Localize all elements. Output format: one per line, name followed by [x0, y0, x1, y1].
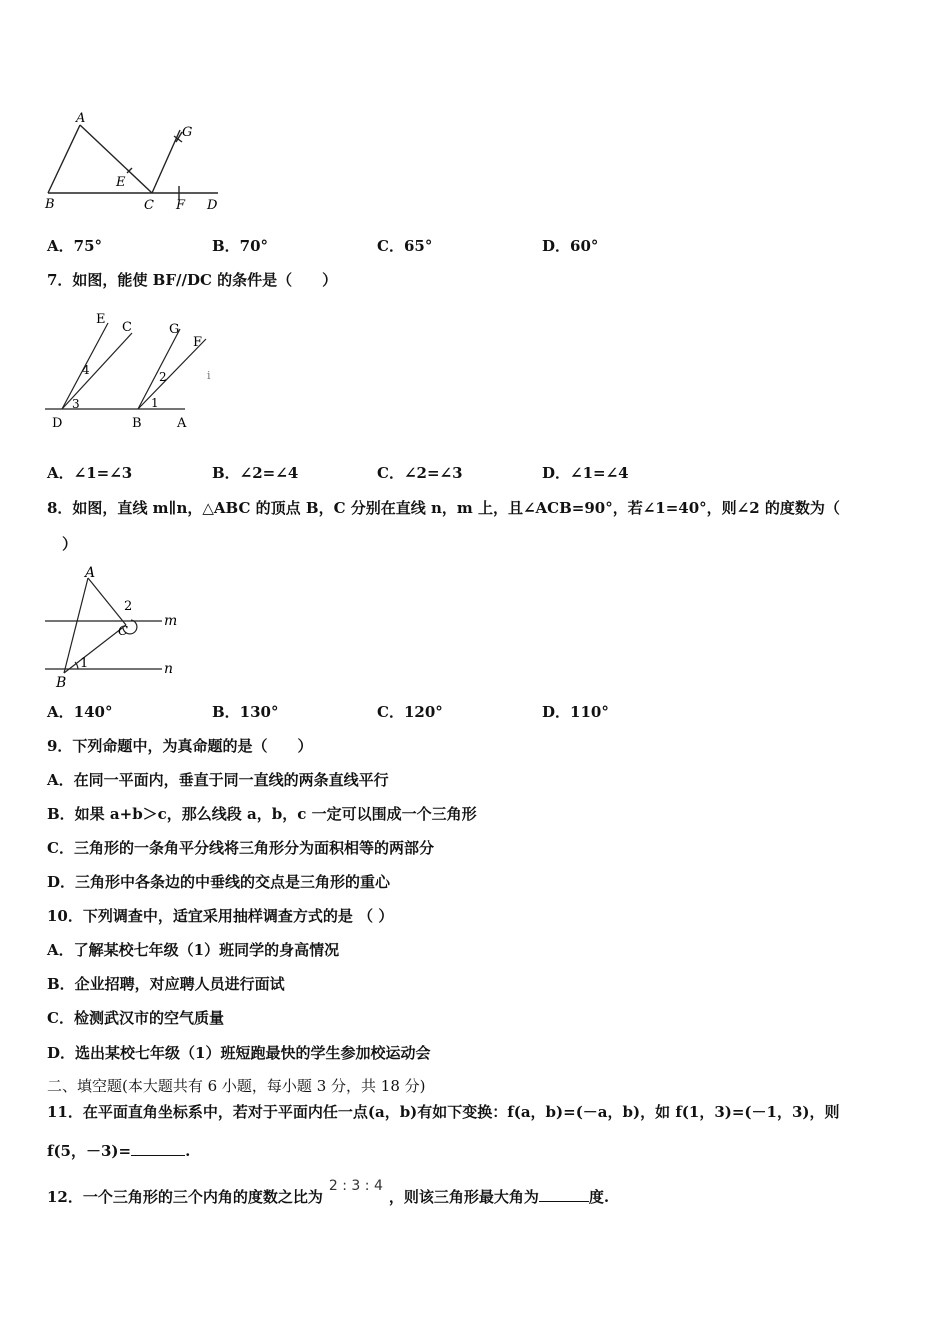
- q6-option-a: A．75°: [47, 237, 103, 255]
- figure-q6: [40, 108, 230, 218]
- fig7-label-e: E: [96, 312, 106, 327]
- q10-option-a: A．了解某校七年级（1）班同学的身高情况: [47, 941, 340, 959]
- fig7-label-d: D: [52, 416, 63, 431]
- q7-option-c: C．∠2=∠3: [377, 464, 463, 482]
- fig7-label-f: F: [193, 335, 203, 350]
- fig7-angle-2: 2: [159, 370, 167, 384]
- q11-line2: [47, 1140, 190, 1161]
- fig7-label-c: C: [122, 320, 132, 335]
- fig8-label-m: m: [164, 613, 178, 629]
- q10-option-d: D．选出某校七年级（1）班短跑最快的学生参加校运动会: [47, 1044, 431, 1062]
- q9-option-d: D．三角形中各条边的中垂线的交点是三角形的重心: [47, 873, 391, 891]
- fig8-angle-2: 2: [124, 599, 133, 614]
- q8-option-b: B．130°: [212, 703, 279, 721]
- section-heading-fill-in: 二、填空题(本大题共有 6 小题，每小题 3 分，共 18 分): [47, 1077, 426, 1095]
- fig7-angle-3: 3: [72, 397, 80, 411]
- fig8-angle-1: 1: [80, 656, 89, 671]
- q10-option-c: C．检测武汉市的空气质量: [47, 1009, 224, 1027]
- q12-answer-blank[interactable]: [539, 1186, 589, 1202]
- q8-option-c: C．120°: [377, 703, 443, 721]
- q12-ratio: 2 : 3 : 4: [328, 1178, 383, 1194]
- q9-stem: 9．下列命题中，为真命题的是（ ）: [47, 737, 313, 755]
- figure-q7: [40, 306, 230, 436]
- q12-prefix: 12．一个三角形的三个内角的度数之比为: [47, 1188, 323, 1206]
- fig7-label-b: B: [132, 416, 142, 431]
- fig6-label-d: D: [207, 198, 218, 213]
- q12-suffix: 度.: [588, 1188, 610, 1206]
- fig7-angle-1: 1: [151, 396, 159, 410]
- q12-line: [47, 1178, 610, 1208]
- q10-stem: 10．下列调查中，适宜采用抽样调查方式的是 （ ）: [47, 907, 394, 925]
- q9-option-b: B．如果 a+b＞c，那么线段 a，b，c 一定可以围成一个三角形: [47, 805, 477, 823]
- q11-period: .: [185, 1142, 191, 1160]
- fig7-angle-4: 4: [82, 363, 90, 377]
- q6-option-b: B．70°: [212, 237, 269, 255]
- q12-middle: ，则该三角形最大角为: [388, 1188, 539, 1206]
- fig8-label-n: n: [164, 661, 174, 677]
- q10-option-b: B．企业招聘，对应聘人员进行面试: [47, 975, 285, 993]
- fig6-label-a: A: [76, 111, 86, 126]
- fig8-label-a: A: [85, 565, 96, 581]
- q9-option-a: A．在同一平面内，垂直于同一直线的两条直线平行: [47, 771, 389, 789]
- q8-option-d: D．110°: [542, 703, 609, 721]
- q11-answer-blank[interactable]: [131, 1140, 185, 1156]
- q6-option-d: D．60°: [542, 237, 599, 255]
- fig6-label-f: F: [176, 198, 186, 213]
- fig7-label-g: G: [169, 322, 180, 337]
- fig8-label-c: C: [118, 624, 128, 639]
- fig6-label-b: B: [45, 197, 55, 212]
- q7-option-a: A．∠1=∠3: [47, 464, 133, 482]
- q7-option-b: B．∠2=∠4: [212, 464, 299, 482]
- fig6-label-g: G: [182, 125, 193, 140]
- fig6-label-c: C: [144, 198, 154, 213]
- q8-option-a: A．140°: [47, 703, 113, 721]
- q11-expression: f(5，－3)=: [47, 1142, 132, 1160]
- fig8-label-b: B: [56, 675, 67, 691]
- q11-line1: 11．在平面直角坐标系中，若对于平面内任一点(a，b)有如下变换：f(a，b)=(－a，b)，如 f(1，3)=(－1，3)，则: [47, 1103, 840, 1121]
- fig7-label-a: A: [177, 416, 187, 431]
- q6-option-c: C．65°: [377, 237, 433, 255]
- figure-q8: [40, 563, 190, 691]
- q8-stem-line2: ）: [62, 535, 78, 553]
- q8-stem-line1: 8．如图，直线 m∥n，△ABC 的顶点 B，C 分别在直线 n，m 上，且∠ACB=90°，若∠1=40°，则∠2 的度数为（: [47, 499, 840, 517]
- fig7-label-i: i: [207, 369, 211, 382]
- q9-option-c: C．三角形的一条角平分线将三角形分为面积相等的两部分: [47, 839, 434, 857]
- q7-option-d: D．∠1=∠4: [542, 464, 629, 482]
- q7-stem: 7．如图，能使 BF//DC 的条件是（ ）: [47, 271, 338, 289]
- fig6-label-e: E: [116, 175, 126, 190]
